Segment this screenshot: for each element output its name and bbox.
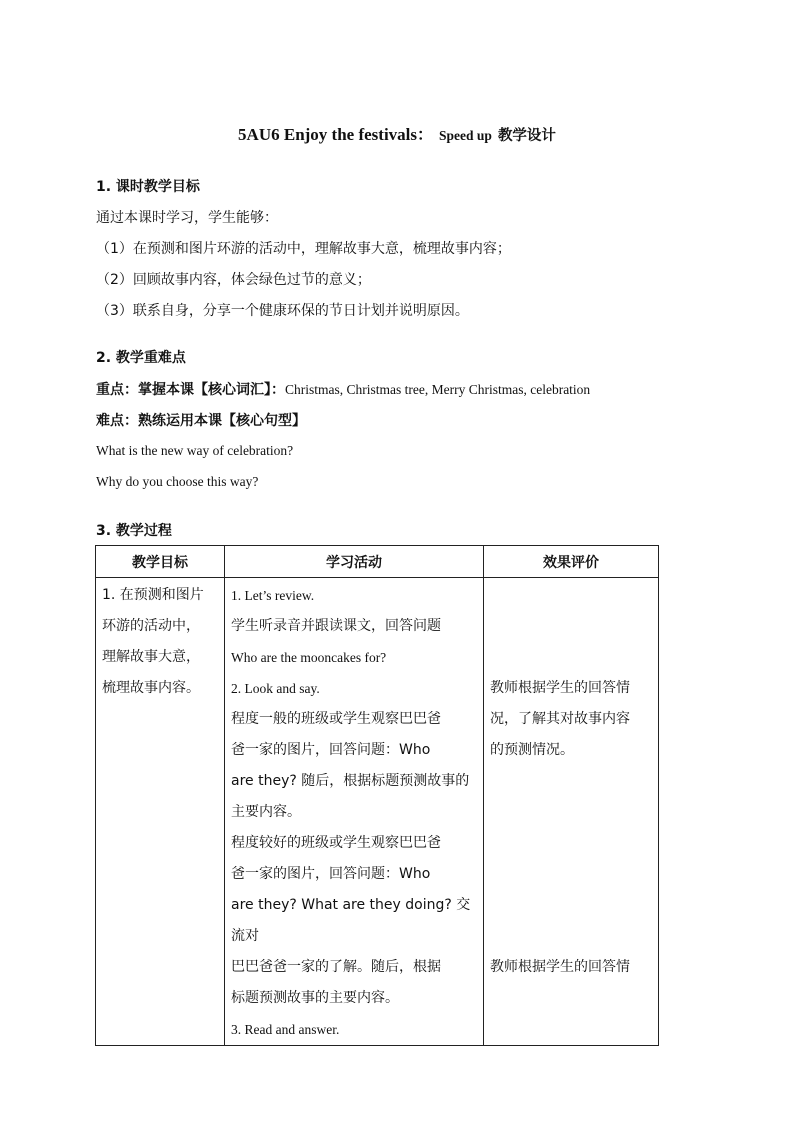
activity-line: 标题预测故事的主要内容。 xyxy=(231,990,399,1006)
table-row xyxy=(96,578,659,1046)
core-sentence: Why do you choose this way? xyxy=(96,474,259,489)
evaluation-line: 的预测情况。 xyxy=(490,742,574,758)
evaluation-cell xyxy=(484,578,659,1046)
goal-line: 理解故事大意， xyxy=(102,649,200,665)
activity-line: 爸一家的图片，回答问题：Who xyxy=(231,866,431,882)
section2-heading: 2. 教学重难点 xyxy=(96,350,186,366)
goal-line: 环游的活动中， xyxy=(102,618,200,634)
activity-line: 1. Let’s review. xyxy=(231,588,315,603)
activity-line: 程度较好的班级或学生观察巴巴爸 xyxy=(231,835,441,851)
activity-line: 爸一家的图片，回答问题：Who xyxy=(231,742,431,758)
evaluation-line: 教师根据学生的回答情 xyxy=(490,680,630,696)
key-points xyxy=(96,379,590,399)
activity-line: 学生听录音并跟读课文，回答问题 xyxy=(231,618,441,634)
header-goal: 教学目标 xyxy=(96,546,225,578)
activity-line: 主要内容。 xyxy=(231,804,301,820)
title-main: 5AU6 Enjoy the festivals xyxy=(238,125,418,144)
activity-line: are they? What are they doing? 交流对 xyxy=(231,897,471,944)
goal-item: （1）在预测和图片环游的活动中，理解故事大意，梳理故事内容； xyxy=(96,241,511,257)
activity-cell xyxy=(225,578,484,1046)
goal-item: （2）回顾故事内容，体会绿色过节的意义； xyxy=(96,272,371,288)
goal-item: （3）联系自身，分享一个健康环保的节日计划并说明原因。 xyxy=(96,303,469,319)
key-label: 重点：掌握本课【核心词汇】： xyxy=(96,382,285,398)
process-table xyxy=(95,545,659,1046)
title-cn: 教学设计 xyxy=(497,128,556,144)
goal-line: 1. 在预测和图片 xyxy=(102,587,204,603)
page-title xyxy=(0,122,794,145)
activity-line: 3. Read and answer. xyxy=(231,1022,340,1037)
table-header-row xyxy=(96,546,659,578)
activity-line: are they? 随后，根据标题预测故事的 xyxy=(231,773,470,789)
activity-line: 2. Look and say. xyxy=(231,681,320,696)
header-activity: 学习活动 xyxy=(225,546,484,578)
title-sub: Speed up xyxy=(439,128,492,143)
goal-cell xyxy=(96,578,225,1046)
section3-heading: 3. 教学过程 xyxy=(96,523,172,539)
activity-line: Who are the mooncakes for? xyxy=(231,650,387,665)
evaluation-line: 况，了解其对故事内容 xyxy=(490,711,630,727)
activity-line: 程度一般的班级或学生观察巴巴爸 xyxy=(231,711,441,727)
title-colon: ： xyxy=(417,125,434,144)
evaluation-line: 教师根据学生的回答情 xyxy=(490,959,630,975)
difficult-points: 难点：熟练运用本课【核心句型】 xyxy=(96,413,306,429)
section1-intro: 通过本课时学习，学生能够： xyxy=(96,210,278,226)
header-evaluation: 效果评价 xyxy=(484,546,659,578)
activity-line: 巴巴爸爸一家的了解。随后，根据 xyxy=(231,959,441,975)
key-words: Christmas, Christmas tree, Merry Christmas, celebration xyxy=(285,382,591,397)
goal-line: 梳理故事内容。 xyxy=(102,680,200,696)
section1-heading: 1. 课时教学目标 xyxy=(96,179,200,195)
core-sentence: What is the new way of celebration? xyxy=(96,443,294,458)
